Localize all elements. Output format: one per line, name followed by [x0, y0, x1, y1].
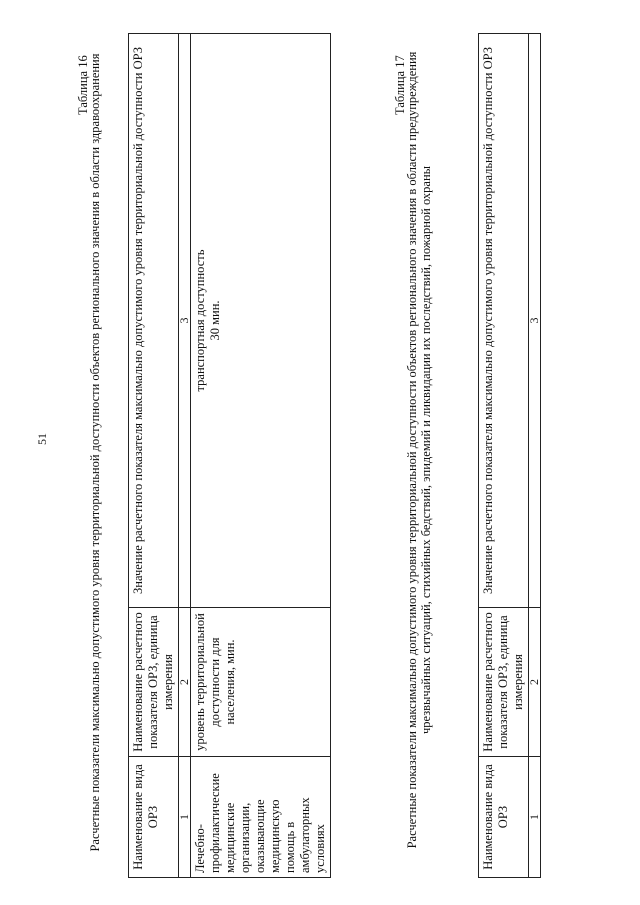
header-indicator-value: Значение расчетного показателя максимально допустимого уровня территориальной доступности ОРЗ	[479, 34, 529, 608]
cell-type-name: Лечебно-профилактические медицинские организации, оказывающие медицинскую помощь в амбулаторных условиях	[191, 757, 331, 878]
value-line-2: 30 мин.	[208, 300, 222, 341]
cell-indicator-value	[191, 34, 331, 608]
table-number-row	[179, 34, 191, 878]
header-type-name: Наименование вида ОРЗ	[129, 757, 179, 878]
header-indicator-name: Наименование расчетного показателя ОРЗ, единица измерения	[479, 608, 529, 757]
header-indicator-value: Значение расчетного показателя максимально допустимого уровня территориальной доступности ОРЗ	[129, 34, 179, 608]
table-row	[191, 34, 331, 878]
table-16	[128, 33, 331, 878]
column-number-1: 1	[529, 757, 541, 878]
table-17-label: Таблица 17	[393, 55, 407, 115]
table-17	[478, 33, 541, 878]
table-16-label: Таблица 16	[76, 55, 90, 115]
table-header-row	[129, 34, 179, 878]
column-number-3: 3	[529, 34, 541, 608]
column-number-1: 1	[179, 757, 191, 878]
table-16-caption: Расчетные показатели максимально допустимого уровня территориальной доступности объектов регионального значения в области здравоохранения	[88, 53, 102, 852]
table-header-row	[479, 34, 529, 878]
header-indicator-name: Наименование расчетного показателя ОРЗ, единица измерения	[129, 608, 179, 757]
table-17-caption: Расчетные показатели максимально допустимого уровня территориальной доступности объектов регионального значения в области предупреждения чрезвычайных ситуаций, стихийных бедствий, эпидемий и ликвидации их последствий, пожарной охраны	[405, 51, 434, 849]
header-type-name: Наименование вида ОРЗ	[479, 757, 529, 878]
column-number-2: 2	[179, 608, 191, 757]
value-line-1: транспортная доступность	[193, 249, 207, 392]
column-number-3: 3	[179, 34, 191, 608]
cell-indicator-name: уровень территориальной доступности для населения, мин.	[191, 608, 331, 757]
column-number-2: 2	[529, 608, 541, 757]
table-number-row	[529, 34, 541, 878]
page-number: 51	[35, 433, 49, 445]
